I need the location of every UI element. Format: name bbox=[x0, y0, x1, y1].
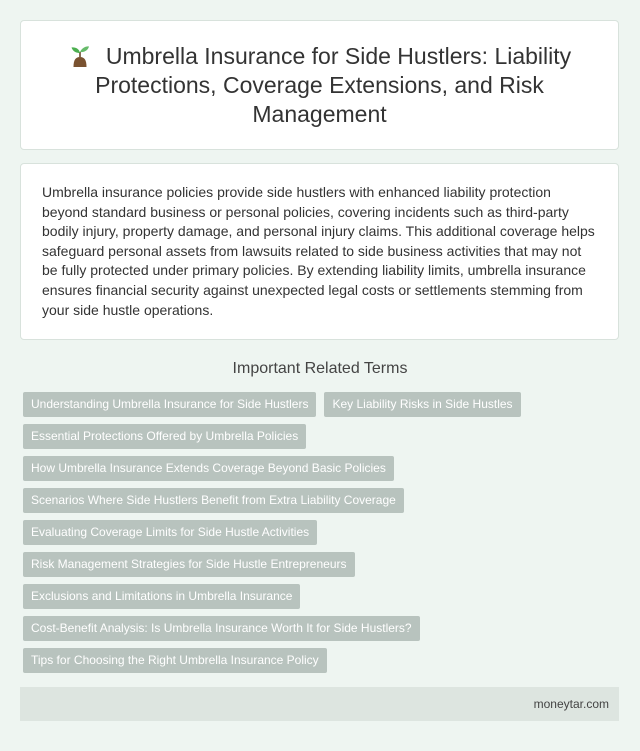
tag-row bbox=[23, 648, 613, 673]
related-term-tag[interactable]: Exclusions and Limitations in Umbrella Insurance bbox=[23, 584, 300, 609]
related-term-tag[interactable]: Tips for Choosing the Right Umbrella Insurance Policy bbox=[23, 648, 327, 673]
tag-row bbox=[23, 584, 613, 609]
footer bbox=[20, 687, 619, 721]
tag-row bbox=[23, 456, 613, 481]
tag-row bbox=[23, 616, 613, 641]
footer-site-link[interactable]: moneytar.com bbox=[533, 697, 609, 711]
summary-card bbox=[20, 163, 619, 340]
page-title bbox=[51, 42, 588, 129]
tag-row bbox=[23, 552, 613, 577]
related-terms-list bbox=[23, 392, 613, 680]
related-term-tag[interactable]: Essential Protections Offered by Umbrella Policies bbox=[23, 424, 306, 449]
title-card bbox=[20, 20, 619, 150]
related-term-tag[interactable]: Scenarios Where Side Hustlers Benefit from Extra Liability Coverage bbox=[23, 488, 404, 513]
tag-row bbox=[23, 488, 613, 513]
tag-row bbox=[23, 392, 613, 417]
tag-row bbox=[23, 520, 613, 545]
tag-row bbox=[23, 424, 613, 449]
seedling-icon bbox=[68, 43, 92, 67]
related-term-tag[interactable]: Risk Management Strategies for Side Hustle Entrepreneurs bbox=[23, 552, 355, 577]
related-term-tag[interactable]: Key Liability Risks in Side Hustles bbox=[324, 392, 520, 417]
summary-text: Umbrella insurance policies provide side hustlers with enhanced liability protection beyond standard business or personal policies, covering incidents such as third-party bodily injury, property damage, and personal injury claims. This additional coverage helps safeguard personal assets from lawsuits related to side business activities that may not be fully protected under primary policies. By extending liability limits, umbrella insurance ensures financial security against unexpected legal costs or settlements stemming from your side hustle operations. bbox=[42, 184, 595, 318]
related-term-tag[interactable]: How Umbrella Insurance Extends Coverage Beyond Basic Policies bbox=[23, 456, 394, 481]
page-title-text: Umbrella Insurance for Side Hustlers: Liability Protections, Coverage Extensions, and Risk Management bbox=[95, 42, 572, 127]
related-term-tag[interactable]: Understanding Umbrella Insurance for Side Hustlers bbox=[23, 392, 316, 417]
related-terms-heading: Important Related Terms bbox=[232, 360, 408, 377]
related-term-tag[interactable]: Cost-Benefit Analysis: Is Umbrella Insurance Worth It for Side Hustlers? bbox=[23, 616, 420, 641]
related-term-tag[interactable]: Evaluating Coverage Limits for Side Hustle Activities bbox=[23, 520, 317, 545]
